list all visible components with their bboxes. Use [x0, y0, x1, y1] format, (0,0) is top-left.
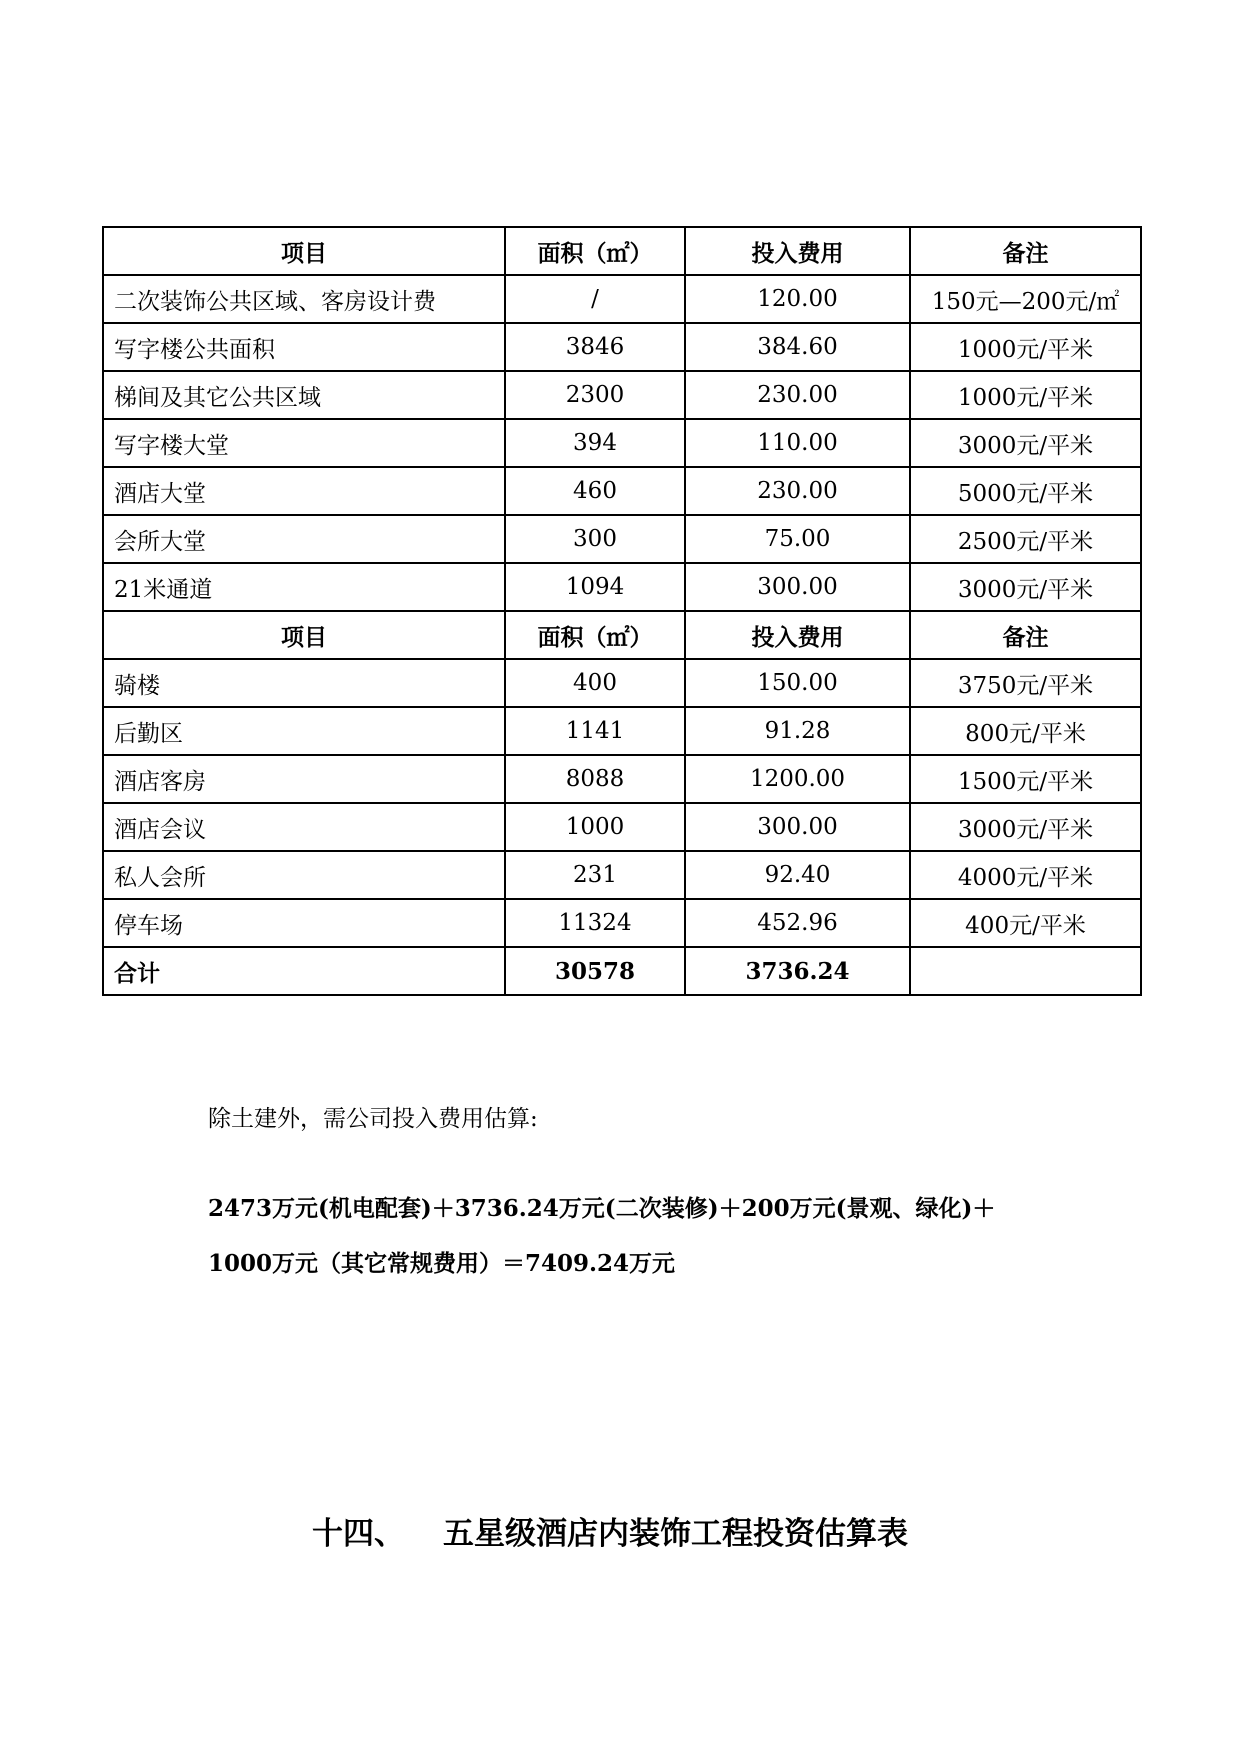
cell-remark: 1000元/平米	[910, 323, 1141, 371]
cell-area: 8088	[505, 755, 685, 803]
cell-area: 1000	[505, 803, 685, 851]
table-header-row	[103, 227, 1141, 275]
table-row	[103, 419, 1141, 467]
cell-area: 1094	[505, 563, 685, 611]
table-row	[103, 275, 1141, 323]
cell-area: 394	[505, 419, 685, 467]
cell-item: 酒店大堂	[103, 467, 505, 515]
header-remark: 备注	[910, 611, 1141, 659]
cell-cost: 110.00	[685, 419, 910, 467]
cell-item: 21米通道	[103, 563, 505, 611]
cell-remark: 3750元/平米	[910, 659, 1141, 707]
cell-remark: 3000元/平米	[910, 563, 1141, 611]
formula-line-2: 1000万元（其它常规费用）＝7409.24万元	[208, 1250, 676, 1277]
header-cost: 投入费用	[685, 227, 910, 275]
cell-item: 私人会所	[103, 851, 505, 899]
cell-item: 会所大堂	[103, 515, 505, 563]
cell-cost: 1200.00	[685, 755, 910, 803]
cell-item: 写字楼公共面积	[103, 323, 505, 371]
cell-remark: 150元—200元/㎡	[910, 275, 1141, 323]
cell-area: 2300	[505, 371, 685, 419]
total-cost: 3736.24	[685, 947, 910, 995]
total-label: 合计	[103, 947, 505, 995]
cell-remark: 3000元/平米	[910, 419, 1141, 467]
header-area: 面积（㎡）	[505, 227, 685, 275]
estimate-note: 除土建外，需公司投入费用估算:	[208, 1106, 538, 1132]
cell-area: 400	[505, 659, 685, 707]
table-row	[103, 371, 1141, 419]
cell-item: 酒店会议	[103, 803, 505, 851]
table-row	[103, 707, 1141, 755]
table-row	[103, 563, 1141, 611]
cell-area: 3846	[505, 323, 685, 371]
cell-cost: 150.00	[685, 659, 910, 707]
total-remark	[910, 947, 1141, 995]
cell-cost: 91.28	[685, 707, 910, 755]
cell-remark: 3000元/平米	[910, 803, 1141, 851]
cell-cost: 452.96	[685, 899, 910, 947]
table-row	[103, 803, 1141, 851]
header-item: 项目	[103, 611, 505, 659]
cell-area: 231	[505, 851, 685, 899]
cell-area: 1141	[505, 707, 685, 755]
cell-cost: 300.00	[685, 803, 910, 851]
cell-area: /	[505, 275, 685, 323]
table-row	[103, 755, 1141, 803]
header-cost: 投入费用	[685, 611, 910, 659]
cell-remark: 800元/平米	[910, 707, 1141, 755]
cell-cost: 92.40	[685, 851, 910, 899]
section-number: 十四、	[312, 1516, 405, 1552]
investment-table	[102, 226, 1142, 996]
header-item: 项目	[103, 227, 505, 275]
cell-remark: 2500元/平米	[910, 515, 1141, 563]
header-remark: 备注	[910, 227, 1141, 275]
cell-remark: 400元/平米	[910, 899, 1141, 947]
cell-cost: 230.00	[685, 371, 910, 419]
table-row	[103, 323, 1141, 371]
cell-cost: 75.00	[685, 515, 910, 563]
cell-area: 300	[505, 515, 685, 563]
cell-cost: 384.60	[685, 323, 910, 371]
cell-item: 梯间及其它公共区域	[103, 371, 505, 419]
cell-cost: 230.00	[685, 467, 910, 515]
table-row	[103, 515, 1141, 563]
total-area: 30578	[505, 947, 685, 995]
cell-item: 写字楼大堂	[103, 419, 505, 467]
table-total-row	[103, 947, 1141, 995]
cell-area: 460	[505, 467, 685, 515]
cell-cost: 300.00	[685, 563, 910, 611]
table-row	[103, 467, 1141, 515]
cell-remark: 1000元/平米	[910, 371, 1141, 419]
cell-item: 停车场	[103, 899, 505, 947]
cell-item: 酒店客房	[103, 755, 505, 803]
header-area: 面积（㎡）	[505, 611, 685, 659]
cell-area: 11324	[505, 899, 685, 947]
cell-item: 后勤区	[103, 707, 505, 755]
section-title: 五星级酒店内装饰工程投资估算表	[443, 1516, 908, 1552]
table-row	[103, 659, 1141, 707]
cell-remark: 5000元/平米	[910, 467, 1141, 515]
cell-item: 骑楼	[103, 659, 505, 707]
table-header-row-repeat	[103, 611, 1141, 659]
cell-remark: 4000元/平米	[910, 851, 1141, 899]
cell-item: 二次装饰公共区域、客房设计费	[103, 275, 505, 323]
formula-line-1: 2473万元(机电配套)＋3736.24万元(二次装修)＋200万元(景观、绿化)＋	[208, 1195, 996, 1222]
table-row	[103, 851, 1141, 899]
section-heading	[312, 1508, 908, 1553]
cell-remark: 1500元/平米	[910, 755, 1141, 803]
cell-cost: 120.00	[685, 275, 910, 323]
table-row	[103, 899, 1141, 947]
